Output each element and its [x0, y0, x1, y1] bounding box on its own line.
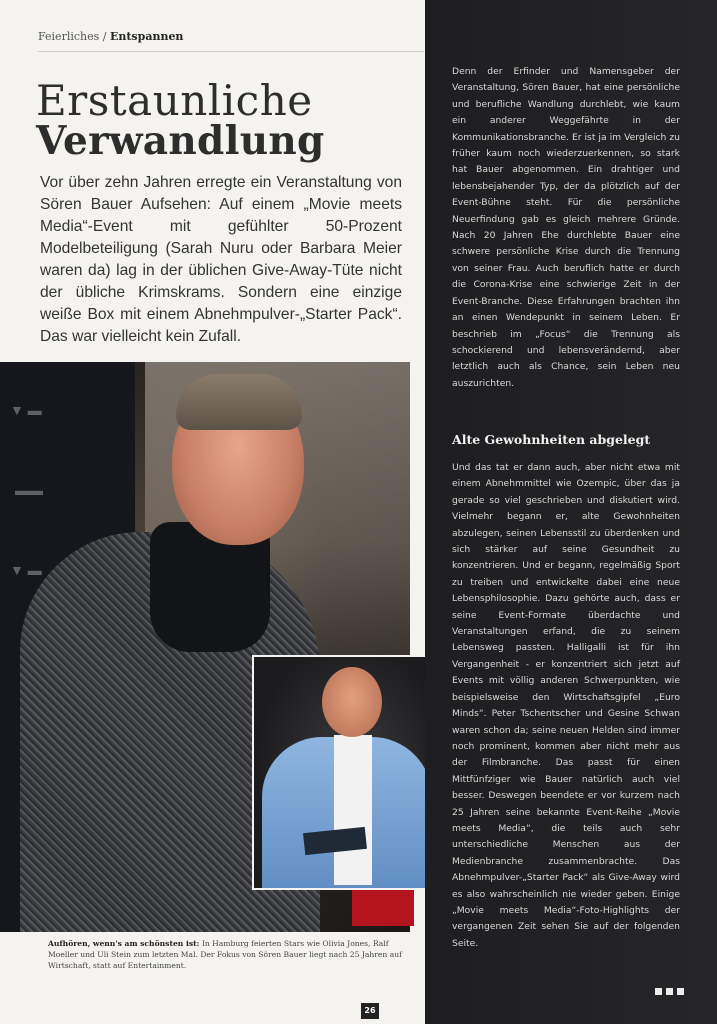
continue-dots-icon — [655, 988, 684, 995]
section-subheading: Alte Gewohnheiten abgelegt — [452, 432, 651, 447]
backdrop-logo: ▼ ▬ — [10, 562, 42, 578]
caption-lead: Aufhören, wenn's am schönsten ist: — [48, 939, 200, 948]
inset-person-head — [322, 667, 382, 737]
inset-photo — [252, 655, 434, 890]
red-accent-bar — [352, 890, 414, 926]
photo-caption — [48, 938, 420, 971]
person-hair — [176, 374, 302, 430]
body-paragraph-1: Denn der Erfinder und Namensgeber der Veranstaltung, Sören Bauer, hat eine persönliche und berufliche Wandlung durchlebt, wie kaum ein anderer Weggefährte in der Kommunikationsbranche. Er ist ja im Vergleich zu früher kaum noch wiederzuerkennen, so stark hat Bauer abgenommen. Ein drahtiger und lebensbejahender Typ, der da plötzlich auf der Event-Bühne steht. Für die persönliche Neuerfindung gab es gleich mehrere Gründe. Nach 20 Jahren Ehe durchlebte Bauer eine schwere persönliche Krise durch die Trennung von seiner Frau. Auch beruflich hatte er durch die Corona-Krise eine schwierige Zeit in der Event-Branche. Diese Erfahrungen brachten ihn an einen Wendepunkt in seinem Leben. Er beschrieb im „Focus“ die Trennung als schockierend und lebensverändernd, aber letztlich auch als Chance, sein Leben neu auszurichten. — [452, 66, 680, 389]
lead-paragraph: Vor über zehn Jahren erregte ein Veranstaltung von Sören Bauer Aufsehen: Auf einem „Movie meets Media“-Event mit gefühlter 50-Prozent Modelbeteiligung (Sarah Nuru oder Barbara Meier waren da) lag in der üblichen Give-Away-Tüte nicht der übliche Krimskrams. Sondern eine einzige weiße Box mit einem Abnehmpulver-„Starter Pack“. Das war vielleicht kein Zufall. — [40, 174, 402, 345]
breadcrumb-current: Entspannen — [109, 30, 184, 43]
page-number: 26 — [361, 1003, 379, 1019]
backdrop-logo: ▼ ▬ — [10, 402, 42, 418]
breadcrumb-section: Feierliches — [38, 30, 100, 43]
headline-line-2: Verwandlung — [36, 118, 325, 164]
breadcrumb-separator: / — [99, 30, 110, 43]
caption-text: In Hamburg feierten Stars wie Olivia Jones, Ralf Moeller und Uli Stein zum letzten Mal. Der Fokus von Sören Bauer liegt nach 25 Jahren auf Wirtschaft, statt auf Entertainment. — [48, 939, 402, 970]
breadcrumb — [38, 30, 424, 52]
headline-line-1: Erstaunliche — [36, 76, 313, 125]
inset-person-shirt — [334, 735, 372, 885]
backdrop-logo: ▬▬ — [15, 482, 43, 498]
body-paragraph-2: Und das tat er dann auch, aber nicht etwa mit einem Abnehmmittel wie Ozempic, über das ja gerade so viel geschrieben und diskutiert wird. Vielmehr begann er, alte Gewohnheiten abzulegen, seinen Lebensstil zu überdenken und sich stärker auf seine Gesundheit zu konzentrieren. Und er begann, regelmäßig Sport zu treiben und entwickelte dabei eine neue Lebensphilosophie. Dazu gehörte auch, dass er seine Event-Formate überdachte und Veranstaltungen erfand, die zu seinem Lebensweg passten. Halligalli ist für ihn Vergangenheit - er konzentriert sich jetzt auf Events mit völlig anderen Schwerpunkten, wie beispielsweise den Wirtschaftsgipfel „Euro Minds“. Peter Tschentscher und Gesine Schwan waren schon da; seine neuen Helden sind immer noch prominent, kommen aber nicht mehr aus der Filmbranche. Das passt für einen Mittfünfziger wie Bauer natürlich auch viel besser. Deswegen beendete er vor kurzem nach 25 Jahren seine bekannte Event-Reihe „Movie meets Media“, die teils auch sehr unterschiedliche Menschen aus der Medienbranche zusammenbrachte. Das Abnehmpulver-„Starter Pack“ als Give-Away wird es also wahrscheinlich nie wieder geben. Einige „Movie meets Media“-Foto-Highlights der vergangenen Zeit sehen Sie auf der folgenden Seite. — [452, 462, 680, 949]
